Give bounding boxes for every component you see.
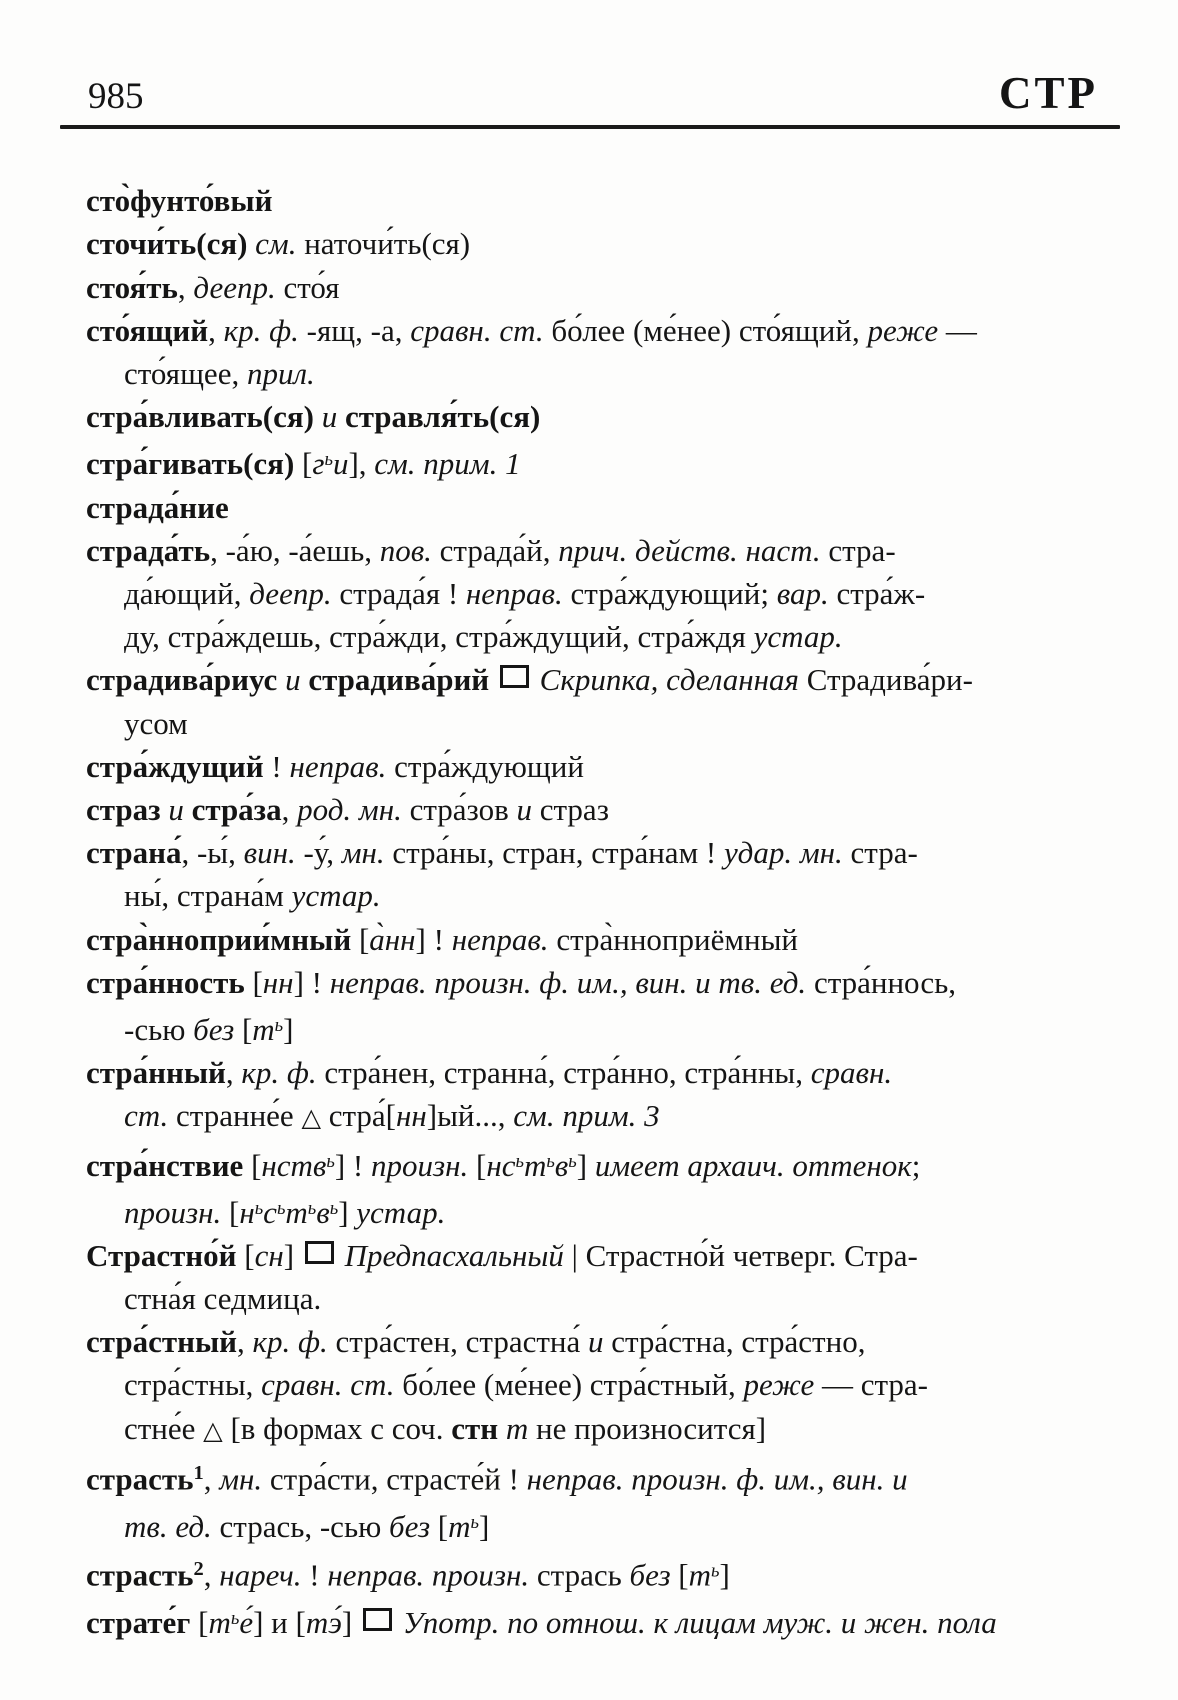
entry-text: реже <box>743 1367 815 1403</box>
entry-text: неправ. <box>465 576 563 611</box>
entry-text: мн. <box>341 835 385 871</box>
dictionary-line <box>0 1094 1178 1139</box>
entry-text: сравн. <box>810 1055 893 1091</box>
entry-text: мн. <box>219 1461 263 1497</box>
entry-text: стра́стен, страстна́ <box>327 1324 588 1360</box>
entry-text: ь <box>329 1197 339 1219</box>
entry-text: г <box>312 446 325 482</box>
headword-text: страдива́риус <box>86 662 278 698</box>
entry-text <box>532 662 540 697</box>
entry-text: стна́я седмица. <box>124 1281 322 1317</box>
entry-text: ! <box>301 1557 328 1593</box>
entry-text: ] <box>576 1147 595 1183</box>
entry-text: сравн. ст. <box>410 312 544 348</box>
entry-text: 2 <box>193 1557 204 1580</box>
entry-text: стра́ж- <box>828 576 926 611</box>
dictionary-line <box>0 1363 1178 1406</box>
entry-text: ], <box>348 446 375 482</box>
entry-text <box>337 1238 345 1273</box>
entry-text: | Страстно́й четверг. Стра- <box>563 1237 918 1273</box>
dictionary-line <box>0 1320 1178 1363</box>
entry-text: удар. мн. <box>724 835 843 871</box>
headword-text: страте́г <box>86 1604 191 1640</box>
entry-text: , <box>225 1055 242 1091</box>
entry-text <box>395 1605 403 1640</box>
entry-text: устар. <box>356 1194 446 1230</box>
entry-text: Употр. по отнош. к лицам муж. и жен. пола <box>402 1604 997 1640</box>
entry-text: [в формах с соч. <box>222 1410 452 1446</box>
headword-text: страз <box>86 792 161 828</box>
entry-text: стра́ны, стран, стра́нам ! <box>384 835 725 871</box>
entry-text: ст. <box>124 1098 169 1134</box>
entry-text: без <box>629 1557 671 1593</box>
entry-text: Предпасхальный <box>344 1237 564 1273</box>
entry-text: ны́, страна́м <box>124 878 292 914</box>
entry-text: ь <box>546 1150 555 1172</box>
dictionary-line <box>0 222 1178 265</box>
dictionary-line <box>0 918 1178 961</box>
entry-text: [ <box>190 1604 209 1640</box>
entry-text: см. прим. 3 <box>513 1098 660 1134</box>
entry-text: ду, стра́ждешь, стра́жди, стра́ждущий, стра́ждя <box>124 619 754 655</box>
entry-text: и <box>321 399 338 435</box>
dictionary-line <box>0 702 1178 745</box>
entry-text: наточи́ть(ся) <box>296 226 471 262</box>
dictionary-line <box>0 1004 1178 1051</box>
entry-text: стне́е <box>124 1410 204 1446</box>
entry-text: произн. <box>371 1147 469 1183</box>
entry-text: нн <box>262 964 294 1000</box>
entry-text: , <box>281 792 298 828</box>
definition-box-icon <box>363 1608 392 1631</box>
headword-text: стра́ждущий <box>86 748 264 784</box>
entry-text: неправ. произн. <box>327 1557 530 1593</box>
entry-text: в <box>316 1194 330 1230</box>
entry-text: см. <box>255 226 297 262</box>
entry-text: — стра- <box>814 1367 929 1403</box>
entry-text: [ <box>234 1011 253 1047</box>
headword-text: стра́нный <box>86 1055 226 1091</box>
entry-text: -сью <box>124 1011 194 1047</box>
entry-text: , <box>203 1461 220 1497</box>
entry-text: стра́стны, <box>124 1367 262 1403</box>
dictionary-line <box>0 788 1178 831</box>
headword-text: страдива́рий <box>308 662 490 698</box>
entry-text: страз <box>532 792 609 828</box>
headword-text: стра̀нноприи́мный <box>86 921 352 957</box>
entry-text: т <box>448 1508 471 1544</box>
entry-text: нареч. <box>219 1557 302 1593</box>
entry-text: [ <box>670 1557 689 1593</box>
entry-text: [ <box>294 446 313 482</box>
dictionary-line <box>0 486 1178 529</box>
triangle-icon: △ <box>301 1102 321 1133</box>
entry-text: ь <box>711 1560 720 1582</box>
entry-text: стра́ждующий; <box>562 576 777 611</box>
entry-text: т <box>505 1410 529 1446</box>
entry-text: ] <box>719 1557 730 1593</box>
entry-text: неправ. <box>289 748 387 784</box>
dictionary-line <box>0 395 1178 438</box>
headword-text: стра́нность <box>86 964 245 1000</box>
triangle-icon: △ <box>203 1414 223 1445</box>
entry-text: [ <box>243 1147 262 1183</box>
entry-text: и <box>285 662 301 698</box>
dictionary-line <box>0 831 1178 874</box>
entry-text: ь <box>307 1197 317 1219</box>
page-header <box>0 0 1178 117</box>
entry-text: , <box>203 1557 220 1593</box>
entry-text: -у́, <box>295 835 342 871</box>
entry-text: ] <box>341 1604 360 1640</box>
entry-text: ь <box>254 1197 264 1219</box>
entry-text: ] <box>338 1194 357 1230</box>
entry-text: страда́я ! <box>331 576 466 611</box>
headword-text: сточи́ть(ся) <box>86 226 248 262</box>
definition-box-icon <box>305 1241 334 1264</box>
entry-text: стра̀нноприёмный <box>548 921 799 957</box>
entry-text: стра- <box>820 532 896 568</box>
entry-text: е́ <box>239 1604 254 1640</box>
entry-text: т <box>285 1194 308 1230</box>
entry-lines <box>0 129 1178 1643</box>
headword-text: стра́вливать(ся) <box>86 399 314 435</box>
entry-text: ь <box>568 1150 577 1172</box>
entry-text: стра́сти, страсте́й ! <box>262 1461 527 1497</box>
headword-text: стн <box>451 1410 499 1446</box>
entry-text: в <box>554 1147 569 1183</box>
entry-text: тэ́ <box>305 1604 342 1640</box>
headword-text: Страстно́й <box>86 1237 237 1273</box>
entry-text: ] <box>478 1508 490 1544</box>
entry-text: род. мн. <box>297 792 402 828</box>
dictionary-line <box>0 1187 1178 1234</box>
entry-text: [ <box>430 1508 449 1544</box>
dictionary-line <box>0 1140 1178 1187</box>
entry-text: Страдива́ри- <box>798 662 973 698</box>
entry-text: вар. <box>776 576 829 611</box>
entry-text: ь <box>470 1511 479 1533</box>
entry-text: а̀нн <box>369 921 416 957</box>
entry-text: стра́ждующий <box>386 748 584 784</box>
entry-text: стра́зов <box>401 792 517 828</box>
dictionary-line <box>0 438 1178 485</box>
guide-word: СТР <box>999 68 1098 118</box>
entry-text: усом <box>124 705 188 741</box>
entry-text: ] <box>283 1011 294 1047</box>
headword-text: страсть <box>86 1557 194 1593</box>
entry-text: сто́ящее, <box>124 356 247 392</box>
dictionary-line <box>0 179 1178 222</box>
definition-box-icon <box>500 665 529 688</box>
headword-text: страда́ть <box>86 532 211 568</box>
entry-text: без <box>193 1011 235 1047</box>
entry-text: кр. ф. <box>223 312 299 348</box>
entry-text: тв. ед. <box>124 1508 212 1544</box>
entry-text: ь <box>515 1150 524 1172</box>
entry-text: т <box>523 1147 547 1183</box>
entry-text <box>489 662 497 697</box>
entry-text: нс <box>486 1147 516 1183</box>
entry-text: стрась <box>529 1557 630 1593</box>
entry-text: ь <box>276 1197 286 1219</box>
headword-text: страда́ние <box>86 489 229 525</box>
entry-text: имеет архаич. оттенок <box>594 1147 912 1183</box>
entry-text: произн. <box>124 1194 222 1230</box>
dictionary-line <box>0 1501 1178 1548</box>
entry-text: [ <box>236 1237 255 1273</box>
entry-text: бо́лее (ме́нее) сто́ящий, <box>543 312 868 348</box>
entry-text: вин. <box>243 835 296 871</box>
entry-text <box>314 399 322 434</box>
dictionary-line <box>0 874 1178 917</box>
entry-text: страда́й, <box>431 532 559 568</box>
entry-text: деепр. <box>249 576 332 611</box>
entry-text: ; <box>911 1147 921 1183</box>
entry-text: кр. ф. <box>241 1055 317 1091</box>
dictionary-line <box>0 572 1178 615</box>
entry-text: нн <box>396 1098 427 1134</box>
entry-text: деепр. <box>193 269 276 305</box>
dictionary-line <box>0 961 1178 1004</box>
entry-text: [ <box>468 1147 487 1183</box>
entry-text: ] ! <box>293 964 330 1000</box>
dictionary-line <box>0 1597 1178 1644</box>
entry-text: ь <box>230 1607 240 1629</box>
headword-text: страна́ <box>86 835 182 871</box>
entry-text: т <box>252 1011 275 1047</box>
entry-text <box>277 662 285 697</box>
entry-text: бо́лее (ме́нее) стра́стный, <box>394 1367 744 1403</box>
headword-text: стра́нствие <box>86 1147 244 1183</box>
entry-text: с <box>263 1194 277 1230</box>
entry-text: [ <box>221 1194 240 1230</box>
dictionary-line <box>0 529 1178 572</box>
entry-text: ] ! <box>334 1147 372 1183</box>
entry-text: ] ! <box>415 921 452 957</box>
entry-text: стра́стна, стра́стно, <box>603 1324 866 1360</box>
dictionary-line <box>0 658 1178 701</box>
entry-text: 1 <box>193 1461 204 1484</box>
entry-text: сн <box>254 1237 284 1273</box>
entry-text: и <box>588 1324 604 1360</box>
headword-text: страсть <box>86 1461 194 1497</box>
entry-text: и <box>332 446 349 482</box>
entry-text: не произносится] <box>528 1410 767 1446</box>
entry-text: нств <box>261 1147 327 1183</box>
entry-text <box>498 1411 506 1446</box>
entry-text: [ <box>244 964 263 1000</box>
entry-text: стра- <box>842 835 918 871</box>
entry-text: и <box>516 792 532 828</box>
entry-text: Скрипка, сделанная <box>539 662 799 698</box>
dictionary-line <box>0 1234 1178 1277</box>
entry-text <box>247 226 255 261</box>
entry-text: см. прим. 1 <box>374 446 521 482</box>
entry-text: стра́ннось, <box>806 964 956 1000</box>
entry-text: , <box>237 1324 253 1360</box>
entry-text <box>184 792 192 827</box>
headword-text: стра́за <box>191 792 282 828</box>
headword-text: сто́ящий <box>86 312 209 348</box>
entry-text: и <box>168 792 184 828</box>
dictionary-line <box>0 266 1178 309</box>
dictionary-line <box>0 1407 1178 1452</box>
headword-text: стра́гивать(ся) <box>86 446 295 482</box>
entry-text: н <box>239 1194 255 1230</box>
headword-text: стравля́ть(ся) <box>344 399 541 435</box>
entry-text <box>337 399 345 434</box>
entry-text: стрась, -сью <box>211 1508 389 1544</box>
dictionary-line <box>0 1277 1178 1320</box>
entry-text: ь <box>324 449 333 471</box>
dictionary-line <box>0 1051 1178 1094</box>
entry-text: — <box>938 312 977 348</box>
entry-text: устар. <box>753 619 843 655</box>
entry-text: реже <box>867 312 939 348</box>
entry-text: неправ. произн. ф. им., вин. и <box>526 1461 908 1497</box>
dictionary-line <box>0 309 1178 352</box>
page-number: 985 <box>88 75 144 117</box>
dictionary-line <box>0 1452 1178 1501</box>
entry-text: прич. действ. наст. <box>558 532 821 568</box>
entry-text: , -а́ю, -а́ешь, <box>210 532 380 568</box>
entry-text: ] и [ <box>253 1604 306 1640</box>
entry-text: ]ый..., <box>426 1098 514 1134</box>
dictionary-line <box>0 1548 1178 1597</box>
headword-text: сто̀фунто́вый <box>86 183 273 219</box>
entry-text: [ <box>351 921 370 957</box>
dictionary-line <box>0 615 1178 658</box>
entry-text: -ящ, -а, <box>298 312 411 348</box>
entry-text: странне́е <box>168 1098 302 1134</box>
entry-text: устар. <box>291 878 381 914</box>
entry-text: т <box>208 1604 231 1640</box>
entry-text: т <box>688 1557 712 1593</box>
entry-text: кр. ф. <box>252 1324 328 1360</box>
entry-text: ] <box>283 1237 302 1273</box>
entry-text: сто́я <box>275 269 340 305</box>
entry-text: сравн. ст. <box>261 1367 395 1403</box>
entry-text: ь <box>274 1015 284 1037</box>
entry-text: пов. <box>379 532 432 568</box>
entry-text: ь <box>326 1150 335 1172</box>
dictionary-line <box>0 745 1178 788</box>
entry-text: ! <box>263 748 290 784</box>
entry-text: стра́нен, странна́, стра́нно, стра́нны, <box>316 1055 811 1091</box>
entry-text: стра́[ <box>320 1098 397 1134</box>
headword-text: стоя́ть <box>86 269 178 305</box>
headword-text: стра́стный <box>86 1324 238 1360</box>
entry-text: неправ. произн. ф. им., вин. и тв. ед. <box>329 964 807 1000</box>
entry-text: да́ющий, <box>124 576 250 611</box>
entry-text: прил. <box>246 356 315 392</box>
entry-text: , -ы́, <box>181 835 244 871</box>
entry-text: , <box>208 312 224 348</box>
entry-text: неправ. <box>451 921 549 957</box>
entry-text: без <box>389 1508 431 1544</box>
dictionary-line <box>0 352 1178 395</box>
entry-text: , <box>177 269 194 305</box>
